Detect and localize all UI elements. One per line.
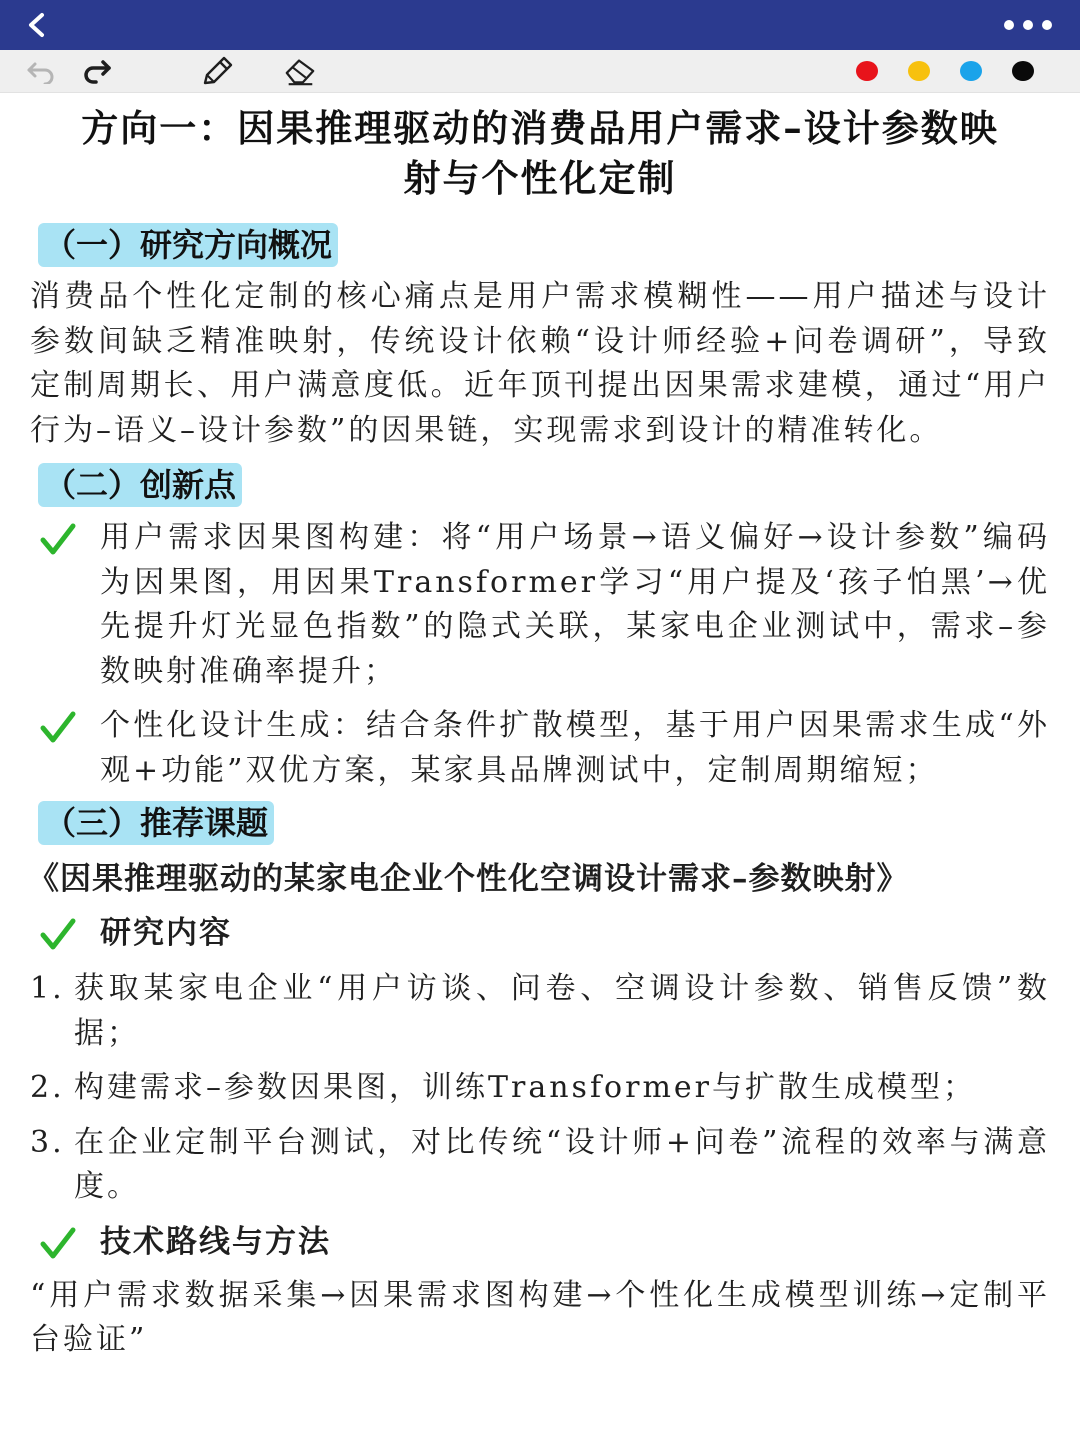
method-heading-row <box>30 1220 1050 1264</box>
title-line-2: 射与个性化定制 <box>403 156 677 200</box>
innovation-point-1-text: 用户需求因果图构建：将“用户场景→语义偏好→设计参数”编码为因果图，用因果Transformer学习“用户提及‘孩子怕黑’→优先提升灯光显色指数”的隐式关联，某家电企业测试中，需求–参数映射准确率提升； <box>100 520 1050 689</box>
more-dots-icon <box>1042 20 1052 30</box>
section-heading-recommended-topic: （三）推荐课题 <box>38 801 274 845</box>
color-swatch-yellow[interactable] <box>908 61 930 81</box>
app-header <box>0 0 1080 50</box>
redo-button[interactable] <box>80 55 114 87</box>
checkmark-icon <box>38 708 78 748</box>
innovation-point-1 <box>30 516 1050 694</box>
title-line-1: 方向一：因果推理驱动的消费品用户需求–设计参数映 <box>81 106 999 150</box>
innovation-point-2 <box>30 704 1050 793</box>
innovation-point-2-text: 个性化设计生成：结合条件扩散模型，基于用户因果需求生成“外观+功能”双优方案，某家具品牌测试中，定制周期缩短； <box>100 708 1050 788</box>
eraser-tool-button[interactable] <box>283 55 317 87</box>
checkmark-icon <box>38 1224 78 1264</box>
more-dots-icon <box>1023 20 1033 30</box>
chevron-left-icon <box>24 12 50 38</box>
document-body <box>0 103 1080 1363</box>
section-heading-overview: （一）研究方向概况 <box>38 223 338 267</box>
research-item-1-number: 1. <box>30 971 65 1006</box>
research-item-3-text: 在企业定制平台测试，对比传统“设计师+问卷”流程的效率与满意度。 <box>74 1124 1050 1204</box>
color-swatch-red[interactable] <box>856 61 878 81</box>
research-content-heading: 研究内容 <box>100 915 232 951</box>
back-button[interactable] <box>24 10 54 40</box>
eraser-icon <box>283 55 317 87</box>
pen-tool-button[interactable] <box>200 55 234 87</box>
color-swatch-blue[interactable] <box>960 61 982 81</box>
redo-icon <box>82 58 112 84</box>
undo-button[interactable] <box>24 55 58 87</box>
method-paragraph: “用户需求数据采集→因果需求图构建→个性化生成模型训练→定制平台验证” <box>30 1277 1050 1357</box>
annotation-toolbar <box>0 50 1080 93</box>
method-heading: 技术路线与方法 <box>100 1223 331 1260</box>
research-item-3-number: 3. <box>30 1124 65 1160</box>
checkmark-icon <box>38 915 78 955</box>
research-item-2 <box>30 1066 1050 1111</box>
overview-paragraph: 消费品个性化定制的核心痛点是用户需求模糊性——用户描述与设计参数间缺乏精准映射，传统设计依赖“设计师经验+问卷调研”，导致定制周期长、用户满意度低。近年顶刊提出因果需求建模，通过“用户行为–语义–设计参数”的因果链，实现需求到设计的精准转化。 <box>30 279 1050 448</box>
pencil-icon <box>200 55 234 87</box>
recommended-topic-title: 《因果推理驱动的某家电企业个性化空调设计需求–参数映射》 <box>28 861 909 897</box>
more-options-button[interactable] <box>998 14 1058 36</box>
checkmark-icon <box>38 520 78 560</box>
research-item-3 <box>30 1121 1050 1210</box>
document-title <box>30 103 1050 203</box>
research-item-2-text: 构建需求–参数因果图，训练Transformer与扩散生成模型； <box>74 1070 977 1105</box>
research-item-1 <box>30 967 1050 1056</box>
more-dots-icon <box>1004 20 1014 30</box>
research-item-2-number: 2. <box>30 1070 65 1105</box>
color-swatch-black[interactable] <box>1012 61 1034 81</box>
undo-icon <box>26 58 56 84</box>
research-item-1-text: 获取某家电企业“用户访谈、问卷、空调设计参数、销售反馈”数据； <box>74 971 1050 1051</box>
section-heading-innovation: （二）创新点 <box>38 463 242 507</box>
research-content-heading-row <box>30 911 1050 955</box>
